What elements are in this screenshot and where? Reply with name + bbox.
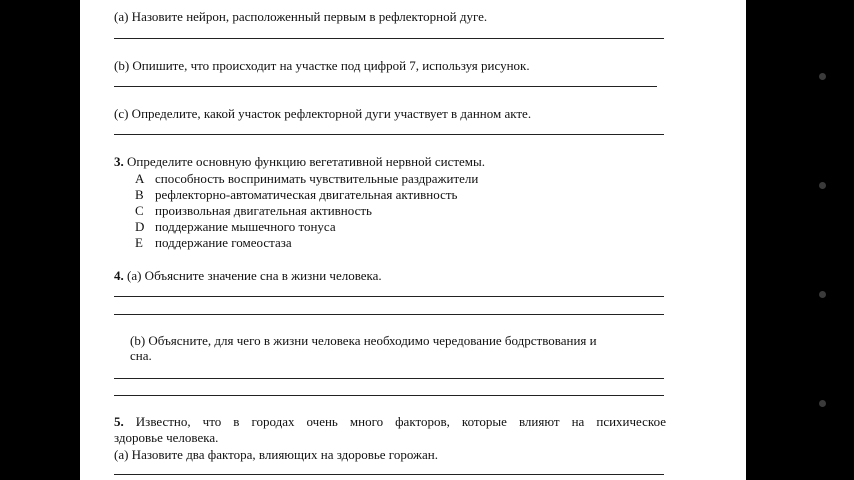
option-letter: E [135, 235, 143, 250]
answer-line [114, 134, 664, 135]
question-5a: (a) Назовите два фактора, влияющих на здоровье горожан. [114, 447, 438, 462]
option-text: произвольная двигательная активность [155, 203, 372, 218]
q2-part-b: (b) Опишите, что происходит на участке под цифрой 7, используя рисунок. [114, 58, 530, 73]
option-letter: A [135, 171, 145, 186]
option-text: поддержание гомеостаза [155, 235, 292, 250]
question-text: Известно, что в городах очень много факторов, которые влияют на психическое [135, 414, 667, 429]
answer-line [114, 86, 657, 87]
answer-line [114, 38, 664, 39]
question-number: 5. [114, 414, 124, 429]
question-3 [114, 154, 485, 169]
question-5-line2: здоровье человека. [114, 430, 219, 445]
option-text: способность воспринимать чувствительные раздражители [155, 171, 479, 186]
question-4b-line2: сна. [130, 348, 152, 363]
option-text: поддержание мышечного тонуса [155, 219, 336, 234]
answer-line [114, 314, 664, 315]
q2-part-c: (c) Определите, какой участок рефлекторной дуги участвует в данном акте. [114, 106, 532, 121]
option-text: рефлекторно-автоматическая двигательная активность [155, 187, 458, 202]
q2-part-a: (a) Назовите нейрон, расположенный первым в рефлекторной дуге. [114, 9, 488, 24]
option-letter: D [135, 219, 145, 234]
answer-line [114, 474, 664, 475]
worksheet-page [80, 0, 746, 480]
question-text: (a) Объясните значение сна в жизни человека. [127, 268, 382, 283]
question-text: Определите основную функцию вегетативной нервной системы. [127, 154, 485, 169]
page-indicator-dot[interactable] [819, 291, 826, 298]
question-4b-line1: (b) Объясните, для чего в жизни человека необходимо чередование бодрствования и [130, 333, 597, 348]
answer-line [114, 378, 664, 379]
question-5-line1 [114, 414, 666, 429]
option-letter: C [135, 203, 144, 218]
answer-line [114, 395, 664, 396]
option-letter: B [135, 187, 144, 202]
page-indicator-dot[interactable] [819, 400, 826, 407]
answer-line [114, 296, 664, 297]
page-indicator-dot[interactable] [819, 73, 826, 80]
question-number: 4. [114, 268, 124, 283]
question-4a [114, 268, 382, 283]
question-number: 3. [114, 154, 124, 169]
page-indicator-dot[interactable] [819, 182, 826, 189]
